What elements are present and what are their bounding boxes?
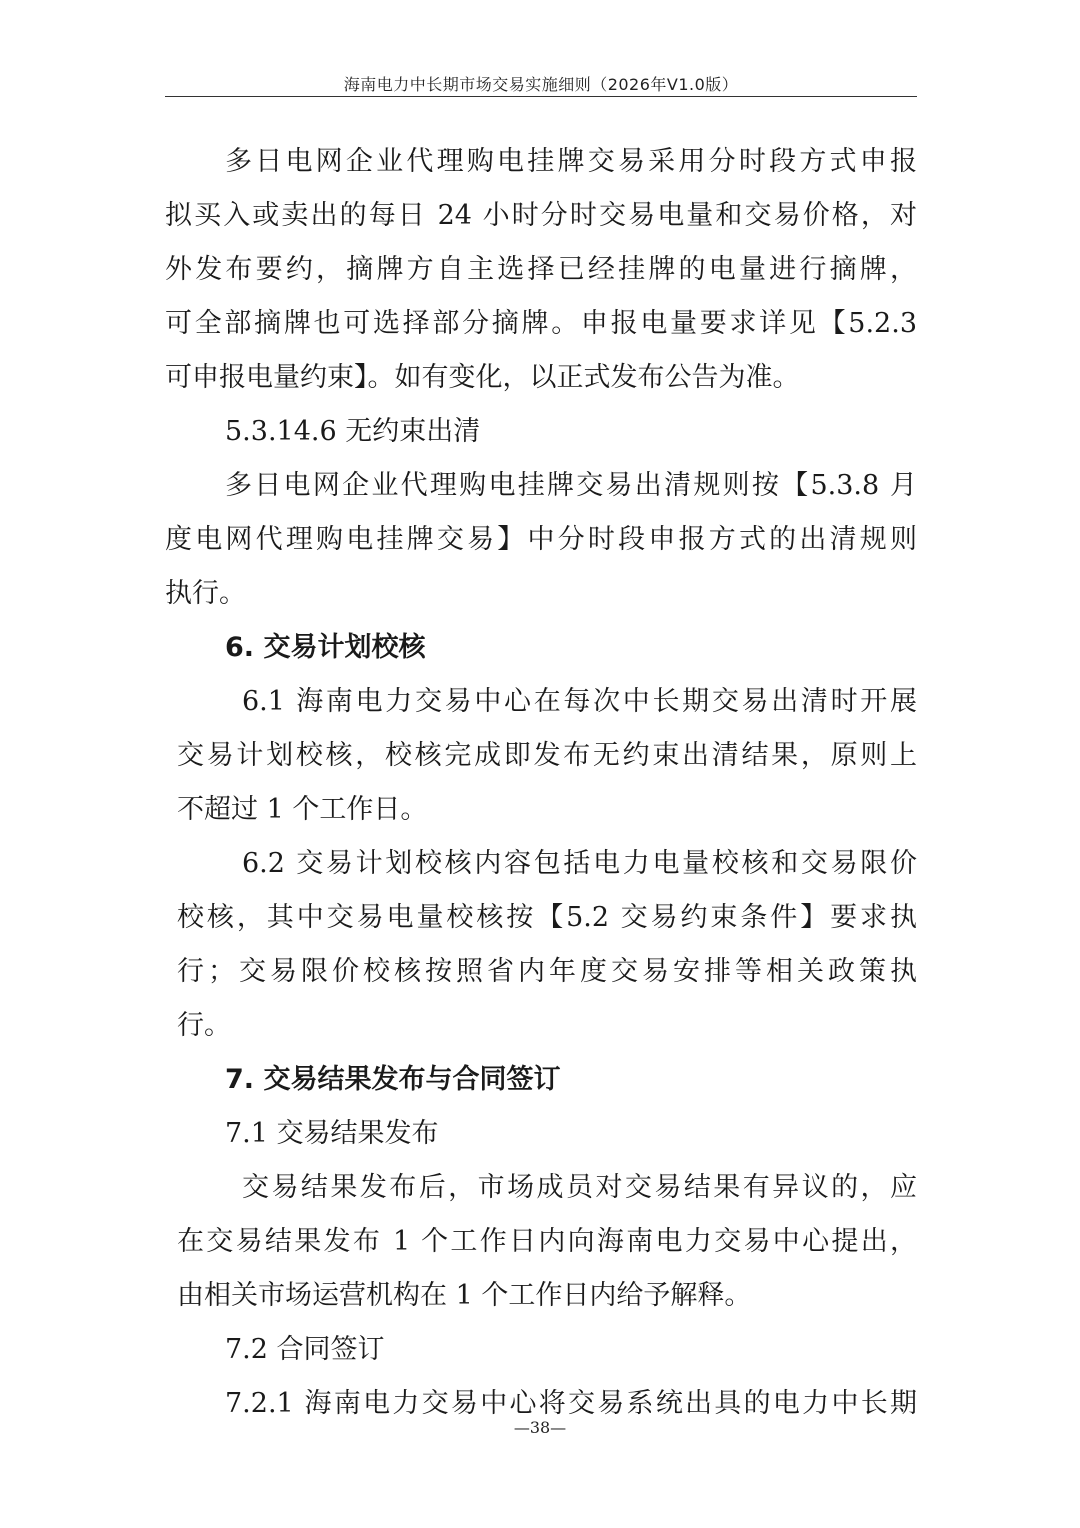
text-line: 在交易结果发布 1 个工作日内向海南电力交易中心提出，	[177, 1226, 917, 1257]
section-heading-7: 7. 交易结果发布与合同签订	[225, 1064, 561, 1095]
paragraph-6-2	[165, 837, 917, 1053]
text-line: 交易计划校核，校核完成即发布无约束出清结果，原则上	[177, 740, 917, 771]
text-line: 校核，其中交易电量校核按【5.2 交易约束条件】要求执	[177, 902, 917, 933]
text-line: 6.2 交易计划校核内容包括电力电量校核和交易限价	[242, 848, 917, 879]
text-line: 由相关市场运营机构在 1 个工作日内给予解释。	[177, 1280, 752, 1311]
text-line: 多日电网企业代理购电挂牌交易采用分时段方式申报	[225, 146, 917, 177]
text-line: 6.1 海南电力交易中心在每次中长期交易出清时开展	[242, 686, 917, 717]
text-line: 执行。	[165, 578, 246, 609]
paragraph-6-1	[165, 675, 917, 837]
running-header: 海南电力中长期市场交易实施细则（2026年V1.0版）	[343, 75, 739, 94]
paragraph-7-1	[165, 1161, 917, 1323]
header-rule	[165, 96, 917, 97]
subsection-heading-5-3-14-6: 5.3.14.6 无约束出清	[225, 416, 481, 447]
page-number: —38—	[513, 1418, 567, 1437]
text-line: 7.2.1 海南电力交易中心将交易系统出具的电力中长期	[225, 1388, 917, 1419]
text-line: 行；交易限价校核按照省内年度交易安排等相关政策执	[177, 956, 917, 987]
section-heading-6: 6. 交易计划校核	[225, 632, 426, 663]
subsection-heading-7-2: 7.2 合同签订	[225, 1334, 385, 1365]
text-line: 多日电网企业代理购电挂牌交易出清规则按【5.3.8 月	[225, 470, 917, 501]
paragraph-multiday-listing	[165, 135, 917, 405]
text-line: 可全部摘牌也可选择部分摘牌。申报电量要求详见【5.2.3	[165, 308, 917, 339]
text-line: 不超过 1 个工作日。	[177, 794, 428, 825]
text-line: 外发布要约，摘牌方自主选择已经挂牌的电量进行摘牌，	[165, 254, 917, 285]
text-line: 行。	[177, 1010, 231, 1041]
text-line: 交易结果发布后，市场成员对交易结果有异议的，应	[242, 1172, 917, 1203]
page-body	[165, 135, 917, 1431]
subsection-heading-7-1: 7.1 交易结果发布	[225, 1118, 439, 1149]
text-line: 拟买入或卖出的每日 24 小时分时交易电量和交易价格，对	[165, 200, 917, 231]
paragraph-clearing-rule	[165, 459, 917, 621]
text-line: 度电网代理购电挂牌交易】中分时段申报方式的出清规则	[165, 524, 917, 555]
text-line: 可申报电量约束】。如有变化，以正式发布公告为准。	[165, 362, 800, 393]
